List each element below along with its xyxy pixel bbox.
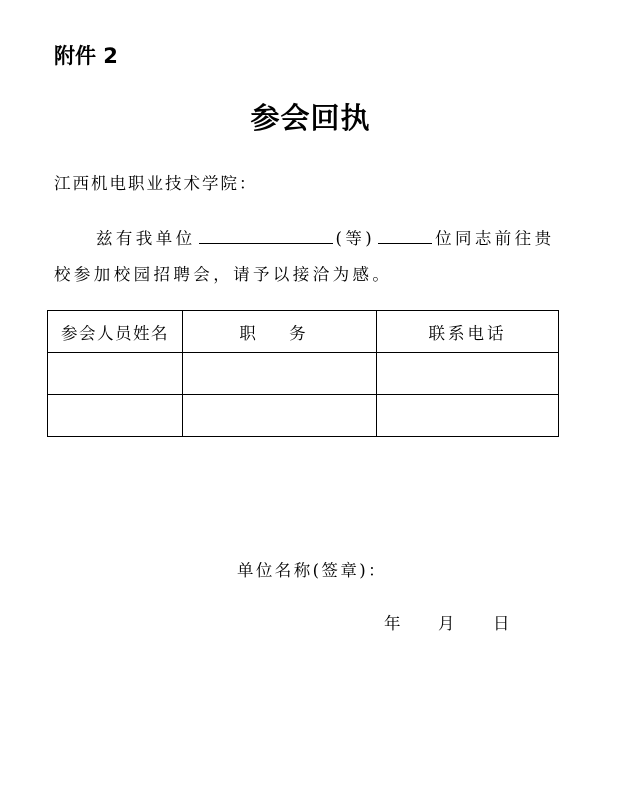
body-line-1-suffix: 位同志前往贵 [435,229,555,248]
attachment-label: 附件 2 [54,44,118,68]
table-cell-position [183,395,377,437]
header-attendee-name: 参会人员姓名 [48,311,183,353]
table-cell-phone [377,353,559,395]
table-cell-phone [377,395,559,437]
table-header-row [48,311,559,353]
salutation: 江西机电职业技术学院： [54,174,258,193]
document-title: 参会回执 [250,101,371,135]
body-line-2: 校参加校园招聘会，请予以接洽为感。 [54,265,393,284]
table-cell-position [183,353,377,395]
attendee-count-blank [378,225,432,244]
table-row [48,353,559,395]
date-year-label: 年 [384,614,401,633]
unit-name-blank [199,225,333,244]
date-day-label: 日 [493,614,510,633]
date-month-label: 月 [438,614,455,633]
body-line-1-paren: (等) [335,229,376,248]
table-cell-name [48,395,183,437]
body-line-1-prefix: 兹有我单位 [96,229,196,248]
body-line-1 [54,225,554,251]
attendee-table [47,310,559,437]
table-cell-name [48,353,183,395]
signature-label: 单位名称(签章)： [237,561,387,580]
table-row [48,395,559,437]
header-position: 职 务 [183,311,377,353]
header-phone: 联系电话 [377,311,559,353]
